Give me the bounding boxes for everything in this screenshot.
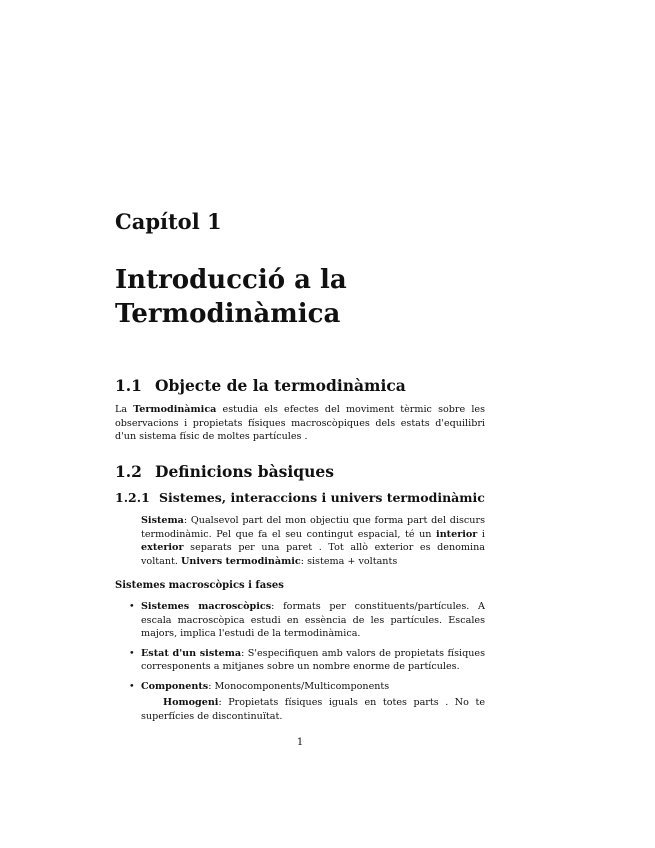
text-run: : Monocomponents/Multicomponents: [208, 680, 390, 692]
section-number: 1.2: [115, 462, 142, 481]
section-title: Definicions bàsiques: [155, 462, 334, 481]
homogeni-paragraph: [141, 696, 485, 723]
text-run: separats per una paret . Tot allò exterior es denomina voltant.: [141, 542, 485, 567]
chapter-title: [115, 263, 347, 331]
bold-term: Sistema: [141, 515, 184, 526]
text-run: : S'especifiquen amb valors de propietats físiques corresponents a mitjanes sobre un nombre enorme de partícules.: [141, 647, 485, 672]
text-run: : Propietats físiques iguals en totes parts . No te superfícies de discontinuïtat.: [141, 697, 485, 722]
text-run: : Qualsevol part del mon objectiu que forma part del discurs termodinàmic. Pel que fa el seu contingut espacial, té un: [141, 515, 485, 540]
section-heading-1-2: [115, 462, 334, 481]
bold-term: Univers termodinàmic: [180, 555, 301, 567]
bold-term: interior: [436, 528, 478, 540]
subsection-title: Sistemes, interaccions i univers termodinàmic: [159, 490, 485, 505]
text-run: estudia els efectes del moviment tèrmic sobre les observacions i propietats físiques macroscòpiques dels estats d'equilibri d'un sistema físic de moltes partícules .: [115, 404, 485, 442]
text-run: : sistema + voltants: [300, 555, 398, 567]
section-paragraph: [115, 403, 485, 444]
chapter-title-line-2: Termodinàmica: [115, 299, 341, 329]
paragraph-heading: Sistemes macroscòpics i fases: [115, 580, 284, 591]
bold-term: Estat d'un sistema: [141, 647, 242, 659]
bold-term: Homogeni: [163, 697, 219, 708]
chapter-label: Capítol 1: [115, 209, 222, 234]
subsection-heading-1-2-1: [115, 490, 485, 505]
section-number: 1.1: [115, 376, 142, 395]
definition-paragraph: [141, 514, 485, 568]
list-item: [115, 680, 485, 694]
chapter-title-line-1: Introducció a la: [115, 265, 347, 295]
subsection-number: 1.2.1: [115, 490, 150, 505]
bold-term: Sistemes macroscòpics: [141, 601, 272, 612]
text-run: : formats per constituents/partícules. A escala macroscòpica estudi en essència de les partícules. Escales majors, implica l'estudi de la termodinàmica.: [141, 601, 485, 639]
bold-term: Termodinàmica: [133, 404, 217, 415]
list-item: [115, 600, 485, 641]
page-number: 1: [296, 737, 304, 748]
text-run: La: [115, 404, 134, 415]
text-run: i: [477, 528, 485, 540]
section-title: Objecte de la termodinàmica: [155, 376, 406, 395]
bullet-list: [115, 600, 485, 699]
bold-term: exterior: [141, 542, 184, 553]
list-item: [115, 647, 485, 674]
bold-term: Components: [141, 680, 209, 692]
section-heading-1-1: [115, 376, 406, 395]
